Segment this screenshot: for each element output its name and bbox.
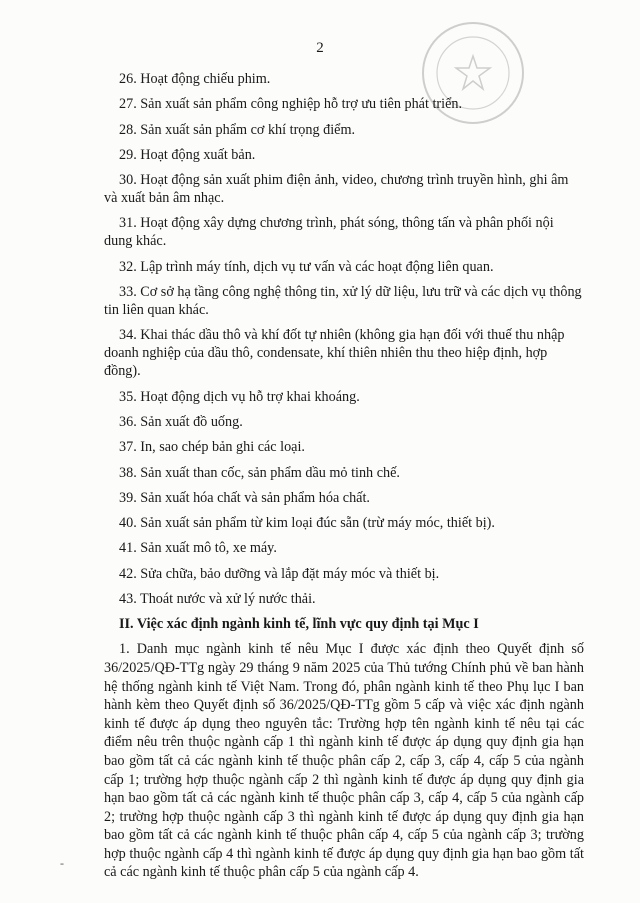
list-item: 29. Hoạt động xuất bản. [119, 146, 256, 163]
list-item: 28. Sản xuất sản phẩm cơ khí trọng điểm. [119, 121, 356, 138]
list-item: 43. Thoát nước và xử lý nước thải. [119, 591, 316, 608]
list-item: 40. Sản xuất sản phẩm từ kim loại đúc sẵn (trừ máy móc, thiết bị). [119, 515, 495, 532]
section-heading: II. Việc xác định ngành kinh tế, lĩnh vực quy định tại Mục I [119, 616, 479, 633]
list-item: 35. Hoạt động dịch vụ hỗ trợ khai khoáng. [119, 388, 360, 405]
list-item: 36. Sản xuất đồ uống. [119, 413, 243, 430]
list-item: 33. Cơ sở hạ tầng công nghệ thông tin, xử lý dữ liệu, lưu trữ và các dịch vụ thông tin liên quan khác. [104, 284, 582, 319]
list-item: 31. Hoạt động xây dựng chương trình, phát sóng, thông tấn và phân phối nội dung khác. [104, 215, 554, 250]
document-body [104, 70, 584, 882]
list-item: 32. Lập trình máy tính, dịch vụ tư vấn và các hoạt động liên quan. [119, 258, 494, 275]
list-item: 39. Sản xuất hóa chất và sản phẩm hóa chất. [119, 489, 370, 506]
list-item: 27. Sản xuất sản phẩm công nghiệp hỗ trợ ưu tiên phát triển. [119, 96, 463, 113]
margin-mark: - [60, 856, 64, 870]
item-list [104, 70, 584, 608]
list-item: 38. Sản xuất than cốc, sản phẩm dầu mỏ tinh chế. [119, 464, 400, 481]
list-item: 26. Hoạt động chiếu phim. [119, 71, 271, 87]
list-item: 34. Khai thác dầu thô và khí đốt tự nhiên (không gia hạn đối với thuế thu nhập doanh nghiệp của dầu thô, condensate, khí thiên nhiên thu theo hiệp định, hợp đồng). [104, 327, 565, 380]
list-item: 37. In, sao chép bản ghi các loại. [119, 439, 305, 456]
list-item: 42. Sửa chữa, bảo dưỡng và lắp đặt máy móc và thiết bị. [119, 565, 440, 582]
list-item: 30. Hoạt động sản xuất phim điện ảnh, video, chương trình truyền hình, ghi âm và xuất bản âm nhạc. [104, 172, 569, 207]
page-number: 2 [316, 40, 324, 56]
list-item: 41. Sản xuất mô tô, xe máy. [119, 540, 277, 557]
body-paragraph: 1. Danh mục ngành kinh tế nêu Mục I được xác định theo Quyết định số 36/2025/QĐ-TTg ngày 29 tháng 9 năm 2025 của Thủ tướng Chính phủ về ban hành hệ thống ngành kinh tế Việt Nam. Trong đó, phân ngành kinh tế theo Phụ lục I ban hành kèm theo Quyết định số 36/2025/QĐ-TTg gồm 5 cấp và việc xác định ngành kinh tế được áp dụng theo nguyên tắc: Trường hợp tên ngành kinh tế nêu tại các điểm nêu trên thuộc ngành cấp 1 thì ngành kinh tế được áp dụng quy định gia hạn bao gồm tất cả các ngành kinh tế thuộc phân cấp 2, cấp 3, cấp 4, cấp 5 của ngành cấp 1; trường hợp thuộc ngành cấp 2 thì ngành kinh tế được áp dụng quy định gia hạn bao gồm tất cả các ngành kinh tế thuộc phân cấp 3, cấp 4, cấp 5 của ngành cấp 2; trường hợp thuộc ngành cấp 3 thì ngành kinh tế được áp dụng quy định gia hạn bao gồm tất cả các ngành kinh tế thuộc phân cấp 4, cấp 5 của ngành cấp 3; trường hợp thuộc ngành cấp 4 thì ngành kinh tế được áp dụng quy định gia hạn bao gồm tất cả các ngành kinh tế thuộc phân cấp 5 của ngành cấp 4. [104, 641, 584, 881]
